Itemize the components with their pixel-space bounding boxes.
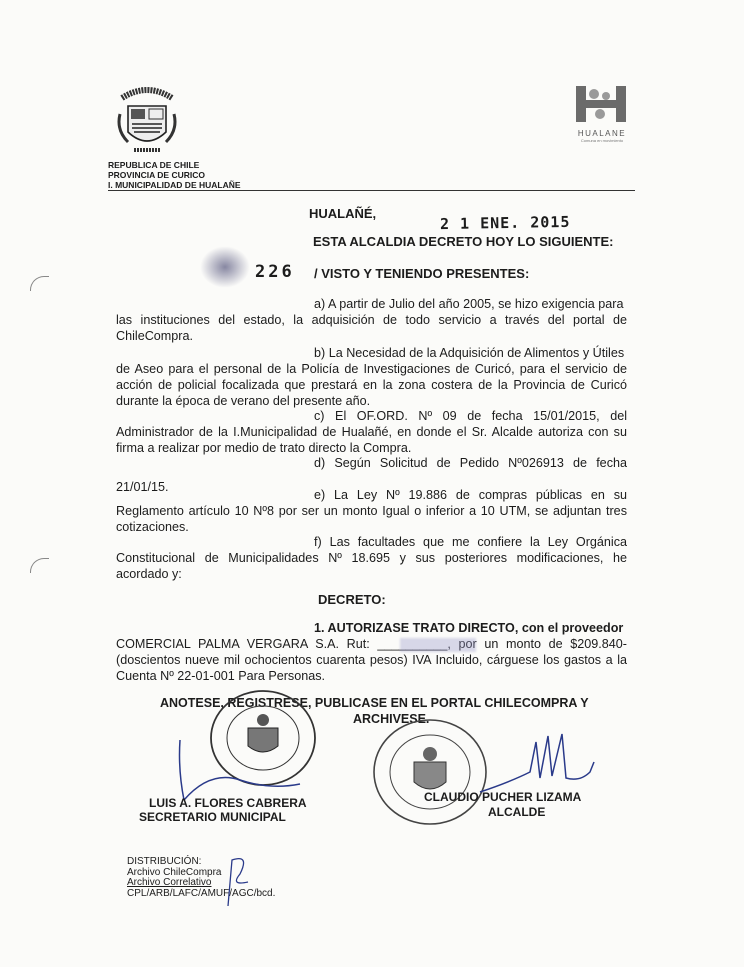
hole-punch-mark [30,276,49,291]
logo-text: HUALANE [577,129,627,138]
header-line: I. MUNICIPALIDAD DE HUALAÑE [108,180,241,190]
decreto-title: DECRETO: [318,592,386,607]
hualane-logo [572,84,632,144]
intro-line: ESTA ALCALDIA DECRETO HOY LO SIGUIENTE: [313,234,614,249]
header-divider [108,190,635,191]
resolution-first [314,621,627,637]
distribution-item: Archivo Correlativo [127,877,212,888]
rut-redaction [400,638,476,652]
paragraph-a-first: a) A partir de Julio del año 2005, se hizo exigencia para [314,297,624,311]
paragraph-e-last: cotizaciones. [116,520,189,534]
resolution-last: Cuenta Nº 22-01-001 Para Personas. [116,669,326,683]
paragraph-b-line: acción de policial focalizada que prestará en la zona costera de la Provincia de Curicó [116,378,627,392]
paragraph-a-line: las instituciones del estado, la adquisición de todo servicio a través del portal de [116,313,627,327]
distribution-title: DISTRIBUCIÓN: [127,856,202,867]
logo-tagline: Comuna en movimiento [580,138,624,143]
distribution-item: Archivo ChileCompra [127,866,222,878]
paragraph-c-last: firma a realizar por medio de trato directo la Compra. [116,441,412,455]
document-header [108,160,241,190]
resolution-line [116,637,627,653]
paragraph-b-last: durante la época de verano del presente año. [116,394,371,408]
paragraph-d-first: d) Según Solicitud de Pedido Nº026913 de fecha [314,456,627,470]
place-label: HUALAÑÉ, [309,206,377,221]
header-line: PROVINCIA DE CURICO [108,170,205,180]
paragraph-b-first: b) La Necesidad de la Adquisición de Alimentos y Útiles [314,346,625,360]
paragraph-c-line: Administrador de la I.Municipalidad de Hualañé, en donde el Sr. Alcalde autoriza con su [116,425,627,439]
alcalde-name: CLAUDIO PUCHER LIZAMA [424,790,582,804]
decree-number-smudge [200,246,250,288]
secretario-title: SECRETARIO MUNICIPAL [139,810,286,824]
date-stamp: 2 1 ENE. 2015 [439,212,571,234]
secretario-name: LUIS A. FLORES CABRERA [149,796,307,810]
paragraph-e-first: e) La Ley Nº 19.886 de compras públicas en su [314,488,627,502]
decree-number: 226 [255,262,295,282]
closing-line: ARCHIVESE. [353,712,430,726]
visto-line: / VISTO Y TENIENDO PRESENTES: [314,266,530,281]
resolution-line: (doscientos nueve mil ochocientos cuarenta pesos) IVA Incluido, cárguese los gastos a la [116,653,627,667]
distribution-item: CPL/ARB/LAFC/AMUF/AGC/bcd. [127,887,276,899]
paragraph-b-line: de Aseo para el personal de la Policía de Investigaciones de Curicó, para el servicio de [116,362,627,376]
initials-scribble [200,850,280,910]
resolution-line-text: COMERCIAL PALMA VERGARA S.A. Rut: __________, por un monto de $209.840- [116,637,627,651]
closing-line: ANOTESE, REGISTRESE, PUBLICASE EN EL PORTAL CHILECOMPRA Y [160,696,589,710]
paragraph-f-first: f) Las facultades que me confiere la Ley Orgánica [314,535,627,549]
alcalde-title: ALCALDE [488,805,546,819]
paragraph-a-last: ChileCompra. [116,329,193,343]
paragraph-d-last: 21/01/15. [116,480,169,494]
paragraph-c-first: c) El OF.ORD. Nº 09 de fecha 15/01/2015, del [314,409,627,423]
resolution-first-text: 1. AUTORIZASE TRATO DIRECTO, con el proveedor [314,621,624,635]
municipal-crest [112,84,182,162]
paragraph-e-line: Reglamento artículo 10 Nº8 por ser un monto Igual o inferior a 10 UTM, se adjuntan tres [116,504,627,518]
hole-punch-mark [30,558,49,573]
header-line: REPUBLICA DE CHILE [108,160,200,170]
paragraph-f-last: acordado y: [116,567,182,581]
paragraph-f-line: Constitucional de Municipalidades Nº 18.695 y sus posteriores modificaciones, he [116,551,627,565]
